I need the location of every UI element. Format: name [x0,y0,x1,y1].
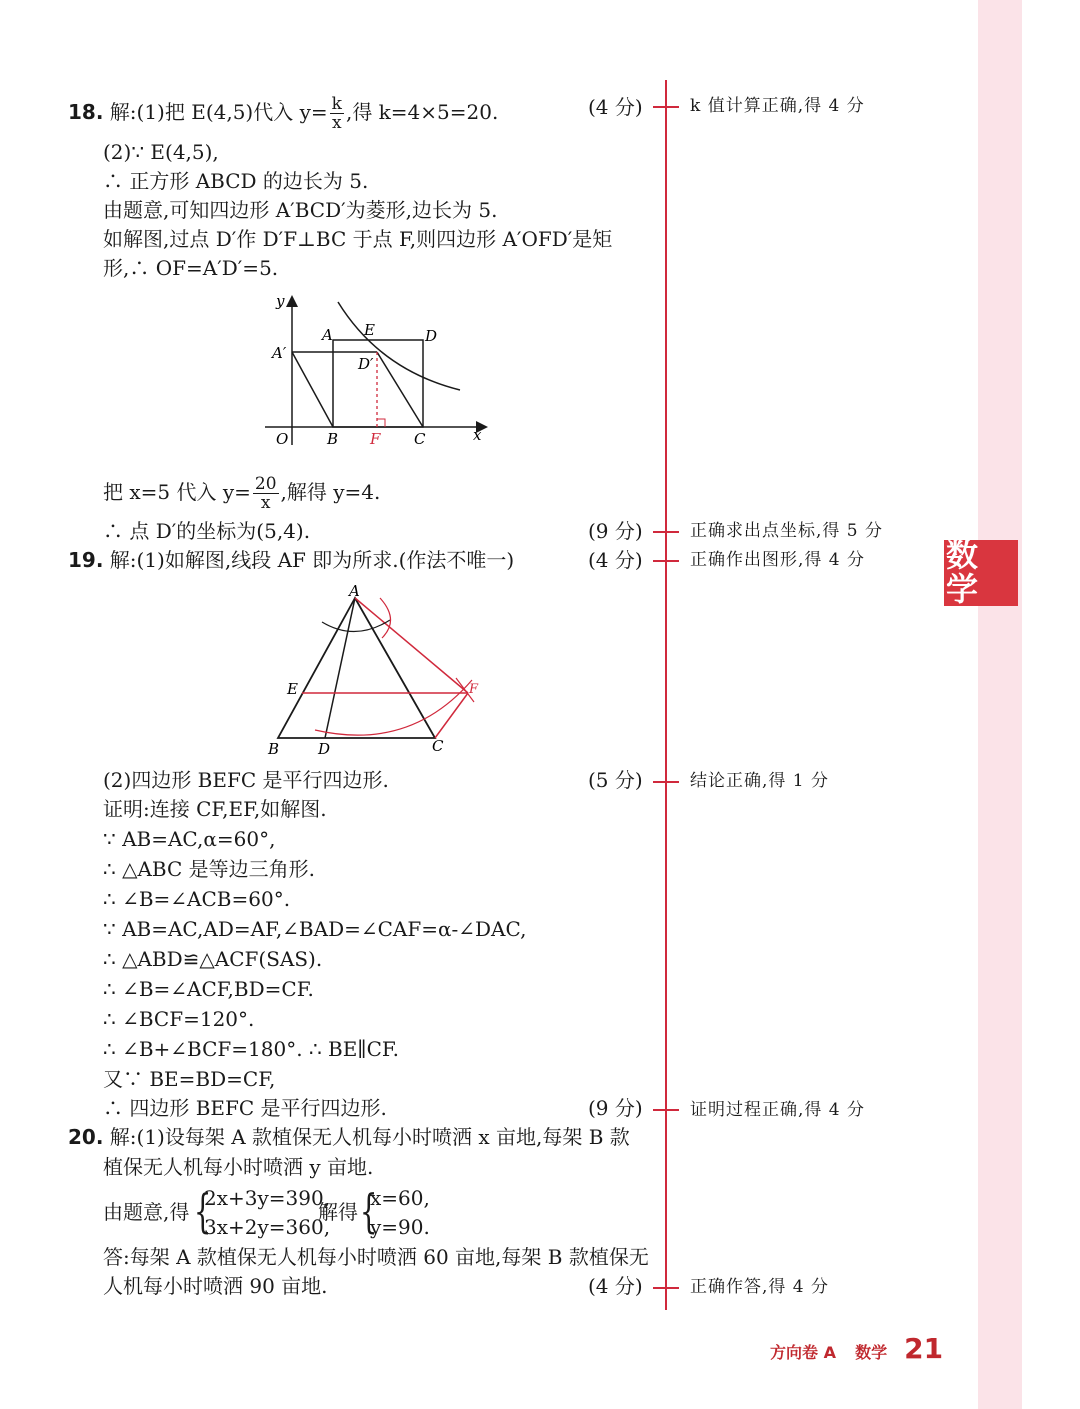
page-footer [770,1332,943,1365]
q18-line5: 如解图,过点 D′作 D′F⊥BC 于点 F,则四边形 A′OFD′是矩 [103,227,613,251]
score-divider-line [665,80,667,1310]
q19-note2: 结论正确,得 1 分 [690,771,830,791]
fig19-label-E: E [287,680,298,698]
left-brace-1: { [193,1184,212,1238]
q18-line6: 形,∴ OF=A′D′=5. [103,256,279,280]
q18-note1: k 值计算正确,得 4 分 [690,96,865,116]
q20-l1: 解:(1)设每架 A 款植保无人机每小时喷洒 x 亩地,每架 B 款 [109,1125,630,1149]
side-stripe [978,0,1022,1409]
fig18-label-B: B [327,430,339,448]
fig18-label-D: D [425,327,438,345]
frac-denominator: x [332,113,342,133]
q18-line4: 由题意,可知四边形 A′BCD′为菱形,边长为 5. [103,198,498,222]
q19-proof-line: 又∵ BE=BD=CF, [103,1067,276,1091]
fig19-label-A: A [349,582,360,600]
q19-proof-line: ∴ ∠B=∠ACB=60°. [103,887,291,911]
q18-part1 [68,95,498,132]
fig18-label-A: A [322,326,333,344]
page-number: 21 [904,1332,944,1365]
q18-fraction [330,95,344,132]
q20-line1 [68,1125,630,1149]
q19-note1: 正确作出图形,得 4 分 [690,550,866,570]
fig18-label-y: y [276,292,285,310]
footer-label1: 方向卷 A [770,1343,836,1362]
frac-numerator: 20 [254,474,277,494]
q19-l1: 解:(1)如解图,线段 AF 即为所求.(作法不唯一) [109,548,515,572]
frac-numerator: k [331,94,342,114]
q19-score2: (5 分) [588,768,643,792]
q19-line1 [68,548,514,572]
q18-line3: ∴ 正方形 ABCD 的边长为 5. [103,169,369,193]
q19-proof-line: ∴ 四边形 BEFC 是平行四边形. [103,1096,387,1120]
q20-l3-b: 解得 [318,1200,358,1224]
fig18-label-E: E [364,321,375,339]
q19-proof-line: ∴ ∠BCF=120°. [103,1007,255,1031]
q19-score1: (4 分) [588,548,643,572]
q19-proof-line: ∴ △ABD≌△ACF(SAS). [103,947,323,971]
tick [653,106,679,108]
q18-note2: 正确求出点坐标,得 5 分 [690,521,884,541]
q19-number: 19. [68,548,104,572]
left-brace-2: { [359,1184,378,1238]
q19-figure [260,580,490,760]
tick [653,560,679,562]
q18-l7-a: 把 x=5 代入 y= [103,480,251,504]
q18-line2: (2)∵ E(4,5), [103,140,219,164]
q18-score1: (4 分) [588,95,643,119]
q19-proof-line: ∵ AB=AC,AD=AF,∠BAD=∠CAF=α-∠DAC, [103,917,527,941]
q18-line7 [103,475,380,512]
footer-label2: 数学 [855,1343,888,1362]
q18-score2: (9 分) [588,519,643,543]
q20-l3-a: 由题意,得 [103,1200,190,1224]
q19-proof-line: ∴ △ABC 是等边三角形. [103,857,315,881]
q20-line2: 植保无人机每小时喷洒 y 亩地. [103,1155,374,1179]
q19-note3: 证明过程正确,得 4 分 [690,1100,866,1120]
q20-note: 正确作答,得 4 分 [690,1277,830,1297]
fig18-label-x: x [473,426,482,444]
q19-proof-line: ∴ ∠B+∠BCF=180°. ∴ BE∥CF. [103,1037,399,1061]
q19-proof-line: ∵ AB=AC,α=60°, [103,827,276,851]
tick [653,1287,679,1289]
q20-eq2: 3x+2y=360, [204,1215,331,1239]
q18-p1-a: 解:(1)把 E(4,5)代入 y= [109,100,328,124]
subject-tab-label: 数学 [946,536,979,608]
q18-fraction2 [253,475,279,512]
q19-proof-line: 证明:连接 CF,EF,如解图. [103,797,327,821]
fig18-label-D1: D′ [358,355,374,373]
fig19-label-C: C [432,737,444,755]
frac-denominator: x [260,493,271,513]
q18-number: 18. [68,100,104,124]
q20-sol1: x=60, [370,1186,430,1210]
q20-line4: 答:每架 A 款植保无人机每小时喷洒 60 亩地,每架 B 款植保无 [103,1245,649,1269]
q20-score: (4 分) [588,1274,643,1298]
tick [653,531,679,533]
fig19-label-F: F [469,682,479,697]
fig18-label-F: F [370,430,381,448]
q19-line2: (2)四边形 BEFC 是平行四边形. [103,768,389,792]
tick [653,781,679,783]
q20-sol2: y=90. [370,1215,430,1239]
q18-figure [260,290,500,455]
tick [653,1109,679,1111]
fig19-label-D: D [318,740,331,758]
q19-score3: (9 分) [588,1096,643,1120]
q20-line5: 人机每小时喷洒 90 亩地. [103,1274,328,1298]
q18-l7-b: ,解得 y=4. [280,480,381,504]
fig18-label-A1: A′ [272,344,287,362]
fig19-label-B: B [268,740,280,758]
q20-eq1: 2x+3y=390, [204,1186,331,1210]
q20-number: 20. [68,1125,104,1149]
q18-p1-b: ,得 k=4×5=20. [345,100,499,124]
fig18-label-C: C [414,430,426,448]
q18-line8: ∴ 点 D′的坐标为(5,4). [103,519,311,543]
fig18-label-O: O [276,430,289,448]
q19-proof-line: ∴ ∠B=∠ACF,BD=CF. [103,977,314,1001]
